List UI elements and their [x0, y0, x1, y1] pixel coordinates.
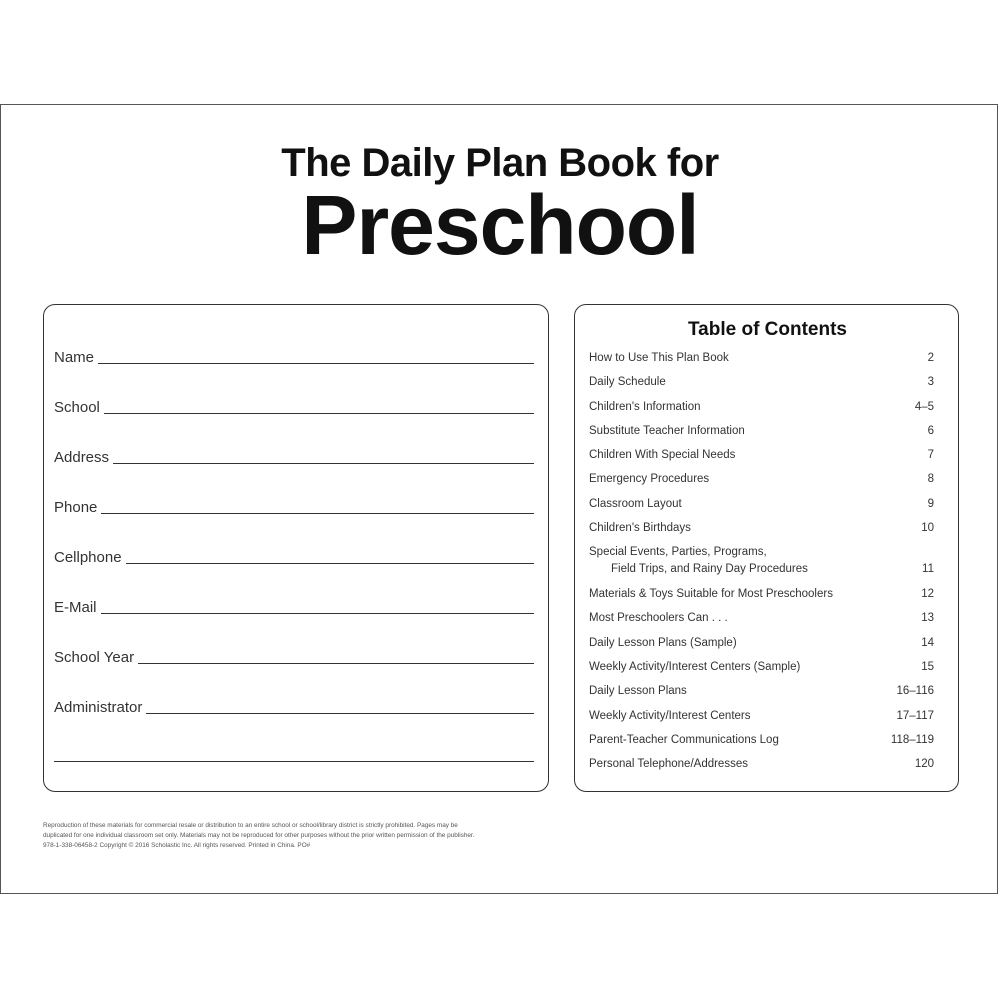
- cellphone-line: [126, 563, 534, 564]
- toc-entry-text: Personal Telephone/Addresses: [589, 758, 748, 770]
- school-line: [104, 413, 534, 414]
- name-line: [98, 363, 534, 364]
- toc-entry-page: 15: [921, 661, 934, 673]
- plan-book-cover: [0, 104, 998, 894]
- toc-entry: [589, 447, 934, 464]
- toc-entry-page: 8: [927, 473, 934, 485]
- name-label: Name: [54, 349, 95, 366]
- phone-label: Phone: [54, 499, 98, 516]
- toc-entry-page: 14: [921, 637, 934, 649]
- school-year-label: School Year: [54, 649, 135, 666]
- toc-entry: [589, 544, 934, 578]
- toc-entry-page: 120: [914, 758, 934, 770]
- phone-line: [101, 513, 534, 514]
- copyright-line-2: duplicated for one individual classroom set only. Materials may not be reproduced for other purposes without the prior written permission of the publisher.: [43, 832, 475, 839]
- name-field[interactable]: [54, 341, 534, 365]
- administrator-field[interactable]: [54, 691, 534, 715]
- extra-blank-line[interactable]: [54, 761, 534, 762]
- toc-entry-page: 16–116: [896, 685, 934, 697]
- email-label: E-Mail: [54, 599, 97, 616]
- address-field[interactable]: [54, 441, 534, 465]
- cellphone-field[interactable]: [54, 541, 534, 565]
- toc-entry: [589, 659, 934, 676]
- toc-entry: [589, 586, 934, 603]
- toc-entry-page: 4–5: [914, 401, 934, 413]
- toc-entry-page: 10: [921, 522, 934, 534]
- school-year-field[interactable]: [54, 641, 534, 665]
- copyright-line-1: Reproduction of these materials for commercial resale or distribution to an entire school or school/library district is strictly prohibited. Pages may be: [43, 822, 458, 829]
- toc-entry-text: Daily Schedule: [589, 376, 666, 388]
- email-line: [101, 613, 534, 614]
- toc-entry-text: Weekly Activity/Interest Centers: [589, 710, 751, 722]
- address-line: [113, 463, 534, 464]
- toc-entry-text: Weekly Activity/Interest Centers (Sample): [589, 661, 801, 673]
- toc-entry-page: 9: [927, 498, 934, 510]
- toc-entry-page: 7: [927, 449, 934, 461]
- phone-field[interactable]: [54, 491, 534, 515]
- address-label: Address: [54, 449, 110, 466]
- copyright-line-3: 978-1-338-06458-2 Copyright © 2016 Scholastic Inc. All rights reserved. Printed in China. PO#: [43, 842, 311, 849]
- toc-entry-text: Classroom Layout: [589, 498, 682, 510]
- toc-entry-text: Daily Lesson Plans (Sample): [589, 637, 737, 649]
- toc-entry-text-continued: Field Trips, and Rainy Day Procedures: [611, 563, 808, 575]
- cellphone-label: Cellphone: [54, 549, 122, 566]
- toc-title: Table of Contents: [687, 319, 848, 340]
- toc-entry-text: Most Preschoolers Can . . .: [589, 612, 728, 624]
- toc-entry-text: Children's Information: [589, 401, 701, 413]
- toc-entry: [589, 423, 934, 440]
- toc-entry: [589, 635, 934, 652]
- toc-entry-page: 13: [921, 612, 934, 624]
- toc-entry-page: 6: [927, 425, 934, 437]
- toc-entry: [589, 708, 934, 725]
- toc-entry: [589, 374, 934, 391]
- toc-entry-text: Materials & Toys Suitable for Most Preschoolers: [589, 588, 833, 600]
- toc-entry: [589, 756, 934, 773]
- toc-entry-page: 11: [922, 563, 934, 575]
- title-line-2: Preschool: [301, 178, 699, 272]
- title-line-1: The Daily Plan Book for: [281, 141, 719, 185]
- toc-entry: [589, 520, 934, 537]
- toc-entry-page: 118–119: [890, 734, 934, 746]
- administrator-line: [146, 713, 534, 714]
- school-field[interactable]: [54, 391, 534, 415]
- teacher-info-form: [43, 304, 549, 792]
- school-label: School: [54, 399, 100, 416]
- toc-entry: [589, 399, 934, 416]
- toc-entry: [589, 610, 934, 627]
- toc-entry-text: Children's Birthdays: [589, 522, 691, 534]
- toc-entry-page: 17–117: [896, 710, 934, 722]
- toc-entry: [589, 732, 934, 749]
- toc-entry: [589, 471, 934, 488]
- copyright-notice: [43, 821, 563, 851]
- toc-entry-page: 2: [927, 352, 934, 364]
- toc-entry-text: Emergency Procedures: [589, 473, 710, 485]
- toc-entry: [589, 683, 934, 700]
- toc-entry-text: Parent-Teacher Communications Log: [589, 734, 779, 746]
- table-of-contents: [574, 304, 959, 792]
- toc-entry-page: 12: [921, 588, 934, 600]
- toc-entry: [589, 350, 934, 367]
- toc-entry: [589, 496, 934, 513]
- toc-entry-text: Substitute Teacher Information: [589, 425, 745, 437]
- email-field[interactable]: [54, 591, 534, 615]
- school-year-line: [138, 663, 534, 664]
- administrator-label: Administrator: [54, 699, 143, 716]
- toc-entry-text: Daily Lesson Plans: [589, 685, 687, 697]
- toc-entry-text: Special Events, Parties, Programs,: [589, 546, 767, 558]
- toc-entry-text: Children With Special Needs: [589, 449, 736, 461]
- toc-entry-page: 3: [927, 376, 934, 388]
- toc-entry-text: How to Use This Plan Book: [589, 352, 729, 364]
